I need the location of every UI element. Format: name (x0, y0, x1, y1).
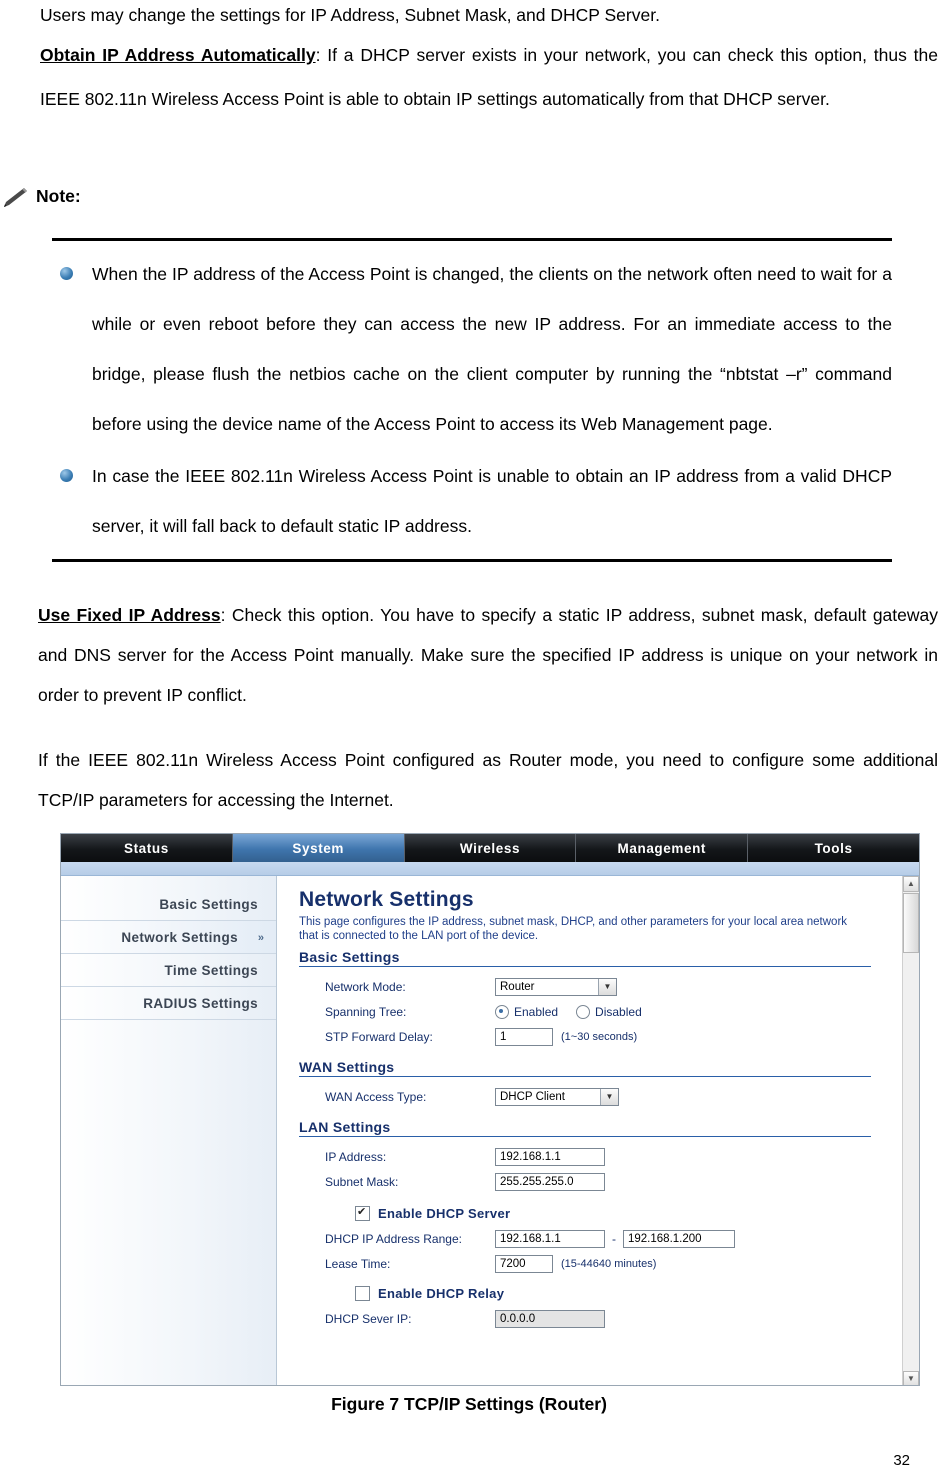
field-row-network-mode (299, 974, 919, 999)
note-bullet-text: In case the IEEE 802.11n Wireless Access Point is unable to obtain an IP address from a valid DHCP server, it will fall back to default static IP address. (92, 466, 892, 536)
sidebar-item-label: RADIUS Settings (143, 995, 258, 1011)
tab-wireless[interactable]: Wireless (405, 834, 577, 862)
obtain-ip-term: Obtain IP Address Automatically (40, 45, 316, 65)
lease-time-input[interactable] (495, 1255, 553, 1273)
enable-dhcp-relay-label: Enable DHCP Relay (378, 1285, 505, 1301)
sidebar-item-radius-settings[interactable] (61, 987, 276, 1020)
field-row-subnet-mask (299, 1169, 919, 1194)
field-row-stp-forward-delay (299, 1024, 919, 1049)
note-bullet-item (52, 249, 892, 449)
sidebar-menu (61, 876, 277, 1386)
note-bullet-text: When the IP address of the Access Point is changed, the clients on the network often need to wait for a while or even reboot before they can access the new IP address. For an immediate access to the bridge, please flush the netbios cache on the client computer by running the “nbtstat –r” command before using the device name of the Access Point to access its Web Management page. (92, 264, 892, 434)
dhcp-server-ip-value: 0.0.0.0 (500, 1312, 536, 1325)
tab-management[interactable]: Management (576, 834, 748, 862)
scrollbar-thumb[interactable] (903, 893, 919, 953)
dhcp-range-end-value: 192.168.1.200 (628, 1232, 702, 1245)
radio-enabled-icon[interactable] (495, 1005, 509, 1019)
page-title: Network Settings (299, 888, 474, 911)
lease-time-label: Lease Time: (325, 1256, 391, 1271)
stp-forward-delay-value: 1 (500, 1030, 507, 1043)
note-heading-block (0, 185, 938, 225)
screenshot-figure (60, 833, 920, 1386)
obtain-ip-text: : If a DHCP server exists in your network, you can check this option, thus the IEEE 802.11n Wireless Access Point is able to obtain IP settings automatically from that DHCP server. (40, 45, 938, 109)
scroll-up-button[interactable]: ▲ (903, 876, 919, 892)
field-row-ip-address (299, 1144, 919, 1169)
subnet-mask-label: Subnet Mask: (325, 1174, 399, 1189)
bullet-marker-icon (60, 469, 73, 482)
wan-access-type-value: DHCP Client (500, 1090, 565, 1103)
subnet-mask-input[interactable] (495, 1173, 605, 1191)
field-row-spanning-tree (299, 999, 919, 1024)
stp-forward-delay-label: STP Forward Delay: (325, 1029, 433, 1044)
field-row-dhcp-ip-range (299, 1226, 919, 1251)
vertical-scrollbar[interactable] (902, 876, 919, 1386)
obtain-ip-paragraph (40, 33, 938, 121)
page-number: 32 (893, 1452, 910, 1469)
main-panel (61, 876, 919, 1386)
section-divider (299, 1136, 871, 1137)
dhcp-range-start-value: 192.168.1.1 (500, 1232, 561, 1245)
note-label: Note: (36, 186, 81, 206)
dhcp-ip-range-label: DHCP IP Address Range: (325, 1231, 462, 1246)
dhcp-server-ip-input[interactable] (495, 1310, 605, 1328)
checkbox-enable-dhcp-server-icon[interactable] (355, 1206, 370, 1221)
spanning-tree-enabled-option[interactable] (495, 1005, 558, 1019)
pencil-icon (2, 188, 30, 210)
section-divider (299, 966, 871, 967)
dhcp-range-start-input[interactable] (495, 1230, 605, 1248)
chevron-down-icon[interactable]: ▼ (600, 1089, 618, 1105)
tab-tools[interactable]: Tools (814, 840, 853, 856)
fixed-ip-paragraph (38, 595, 938, 715)
network-mode-select[interactable] (495, 978, 617, 996)
chevron-down-icon[interactable]: ▼ (598, 979, 616, 995)
section-divider (299, 1076, 871, 1077)
field-row-wan-access-type (299, 1084, 919, 1109)
bullet-marker-icon (60, 267, 73, 280)
dhcp-server-ip-label: DHCP Sever IP: (325, 1311, 412, 1326)
wan-access-type-select[interactable] (495, 1088, 619, 1106)
scroll-down-button[interactable]: ▼ (903, 1371, 919, 1386)
section-title-lan-settings: LAN Settings (299, 1119, 391, 1135)
sidebar-item-label: Time Settings (164, 962, 258, 978)
intro-paragraph: Users may change the settings for IP Address, Subnet Mask, and DHCP Server. (40, 5, 660, 25)
router-mode-paragraph: If the IEEE 802.11n Wireless Access Point configured as Router mode, you need to configure some additional TCP/IP parameters for accessing the Internet. (38, 750, 938, 810)
subnet-mask-value: 255.255.255.0 (500, 1175, 574, 1188)
chevron-right-icon: » (257, 932, 262, 944)
lease-time-hint: (15-44640 minutes) (561, 1257, 657, 1270)
section-title-wan-settings: WAN Settings (299, 1059, 395, 1075)
note-bullet-item (52, 451, 892, 551)
stp-forward-delay-input[interactable] (495, 1028, 553, 1046)
top-navigation-bar (61, 834, 919, 862)
lease-time-value: 7200 (500, 1257, 526, 1270)
ip-address-label: IP Address: (325, 1149, 387, 1164)
stp-forward-delay-hint: (1~30 seconds) (561, 1030, 638, 1043)
tab-status[interactable]: Status (61, 834, 233, 862)
figure-caption: Figure 7 TCP/IP Settings (Router) (331, 1394, 607, 1414)
page-description: This page configures the IP address, subnet mask, DHCP, and other parameters for your local area network that is connected to the LAN port of the device. (299, 916, 848, 942)
enable-dhcp-server-label: Enable DHCP Server (378, 1205, 511, 1221)
field-row-dhcp-server-ip (299, 1306, 919, 1331)
checkbox-enable-dhcp-relay-icon[interactable] (355, 1286, 370, 1301)
enable-dhcp-server-row[interactable] (299, 1200, 919, 1226)
spanning-tree-disabled-option[interactable] (576, 1005, 642, 1019)
network-mode-value: Router (500, 980, 535, 993)
ip-address-value: 192.168.1.1 (500, 1150, 561, 1163)
settings-content (277, 876, 919, 1386)
sidebar-item-label: Basic Settings (159, 896, 258, 912)
fixed-ip-term: Use Fixed IP Address (38, 605, 221, 625)
spanning-tree-enabled-label: Enabled (514, 1004, 559, 1019)
field-row-lease-time (299, 1251, 919, 1276)
ip-address-input[interactable] (495, 1148, 605, 1166)
sidebar-item-network-settings[interactable] (61, 921, 276, 954)
sidebar-item-basic-settings[interactable] (61, 888, 276, 921)
fixed-ip-text: : Check this option. You have to specify a static IP address, subnet mask, default gateway and DNS server for the Access Point manually. Make sure the specified IP address is unique on your network in order to prevent IP conflict. (38, 605, 938, 705)
sidebar-item-time-settings[interactable] (61, 954, 276, 987)
dhcp-range-end-input[interactable] (623, 1230, 735, 1248)
wan-access-type-label: WAN Access Type: (325, 1089, 427, 1104)
spanning-tree-label: Spanning Tree: (325, 1004, 407, 1019)
radio-disabled-icon[interactable] (576, 1005, 590, 1019)
spanning-tree-disabled-label: Disabled (595, 1004, 642, 1019)
range-dash: - (612, 1231, 616, 1246)
sidebar-item-label: Network Settings (121, 929, 238, 945)
network-mode-label: Network Mode: (325, 979, 406, 994)
tab-system[interactable]: System (233, 834, 405, 862)
section-title-basic-settings: Basic Settings (299, 949, 400, 965)
enable-dhcp-relay-row[interactable] (299, 1280, 919, 1306)
note-box (52, 238, 892, 562)
nav-underline-strip (61, 862, 919, 876)
